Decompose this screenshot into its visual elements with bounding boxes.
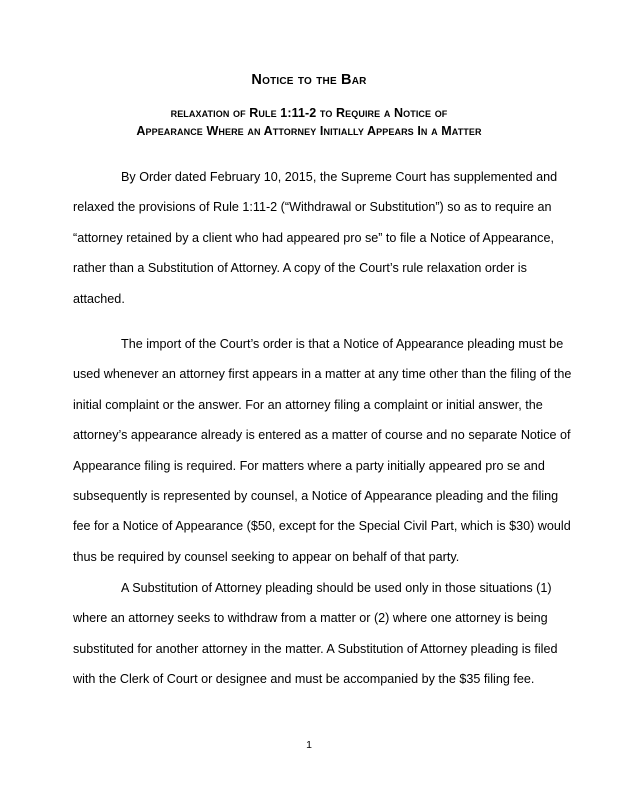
paragraph-line: A Substitution of Attorney pleading should be used only in those situations (1) [121,581,552,595]
paragraph-line: with the Clerk of Court or designee and must be accompanied by the $35 filing fee. [73,672,535,687]
page-number: 1 [306,739,312,751]
paragraph-line: relaxed the provisions of Rule 1:11-2 (“Withdrawal or Substitution”) so as to require an [73,200,552,215]
paragraph-line: attached. [73,291,125,306]
paragraph-line: substituted for another attorney in the matter. A Substitution of Attorney pleading is filed [73,641,558,656]
paragraph-2 [73,329,572,572]
paragraph-line: subsequently is represented by counsel, a Notice of Appearance pleading and the filing [73,488,559,503]
paragraph-line: where an attorney seeks to withdraw from a matter or (2) where one attorney is being [73,611,548,626]
paragraph-line: fee for a Notice of Appearance ($50, except for the Special Civil Part, which is $30) would [73,519,571,534]
paragraph-line: By Order dated February 10, 2015, the Supreme Court has supplemented and [121,170,558,184]
paragraph-line: used whenever an attorney first appears in a matter at any time other than the filing of the [73,367,572,382]
paragraph-line: “attorney retained by a client who had appeared pro se” to file a Notice of Appearance, [73,230,554,245]
paragraph-line: The import of the Court’s order is that a Notice of Appearance pleading must be [121,337,564,351]
subtitle-line-1: relaxation of Rule 1:11-2 to Require a Notice of [170,106,448,120]
paragraph-3 [73,573,558,695]
paragraph-line: attorney’s appearance already is entered as a matter of course and no separate Notice of [73,428,571,443]
paragraph-line: thus be required by counsel seeking to appear on behalf of that party. [73,549,460,564]
paragraph-line: Appearance filing is required. For matters where a party initially appeared pro se and [73,458,545,473]
subtitle-line-2: Appearance Where an Attorney Initially Appears In a Matter [136,124,482,138]
paragraph-line: rather than a Substitution of Attorney. A copy of the Court’s rule relaxation order is [73,261,527,276]
paragraph-line: initial complaint or the answer. For an attorney filing a complaint or initial answer, the [73,397,543,412]
paragraph-1 [73,162,558,314]
page-title: Notice to the Bar [251,72,367,88]
